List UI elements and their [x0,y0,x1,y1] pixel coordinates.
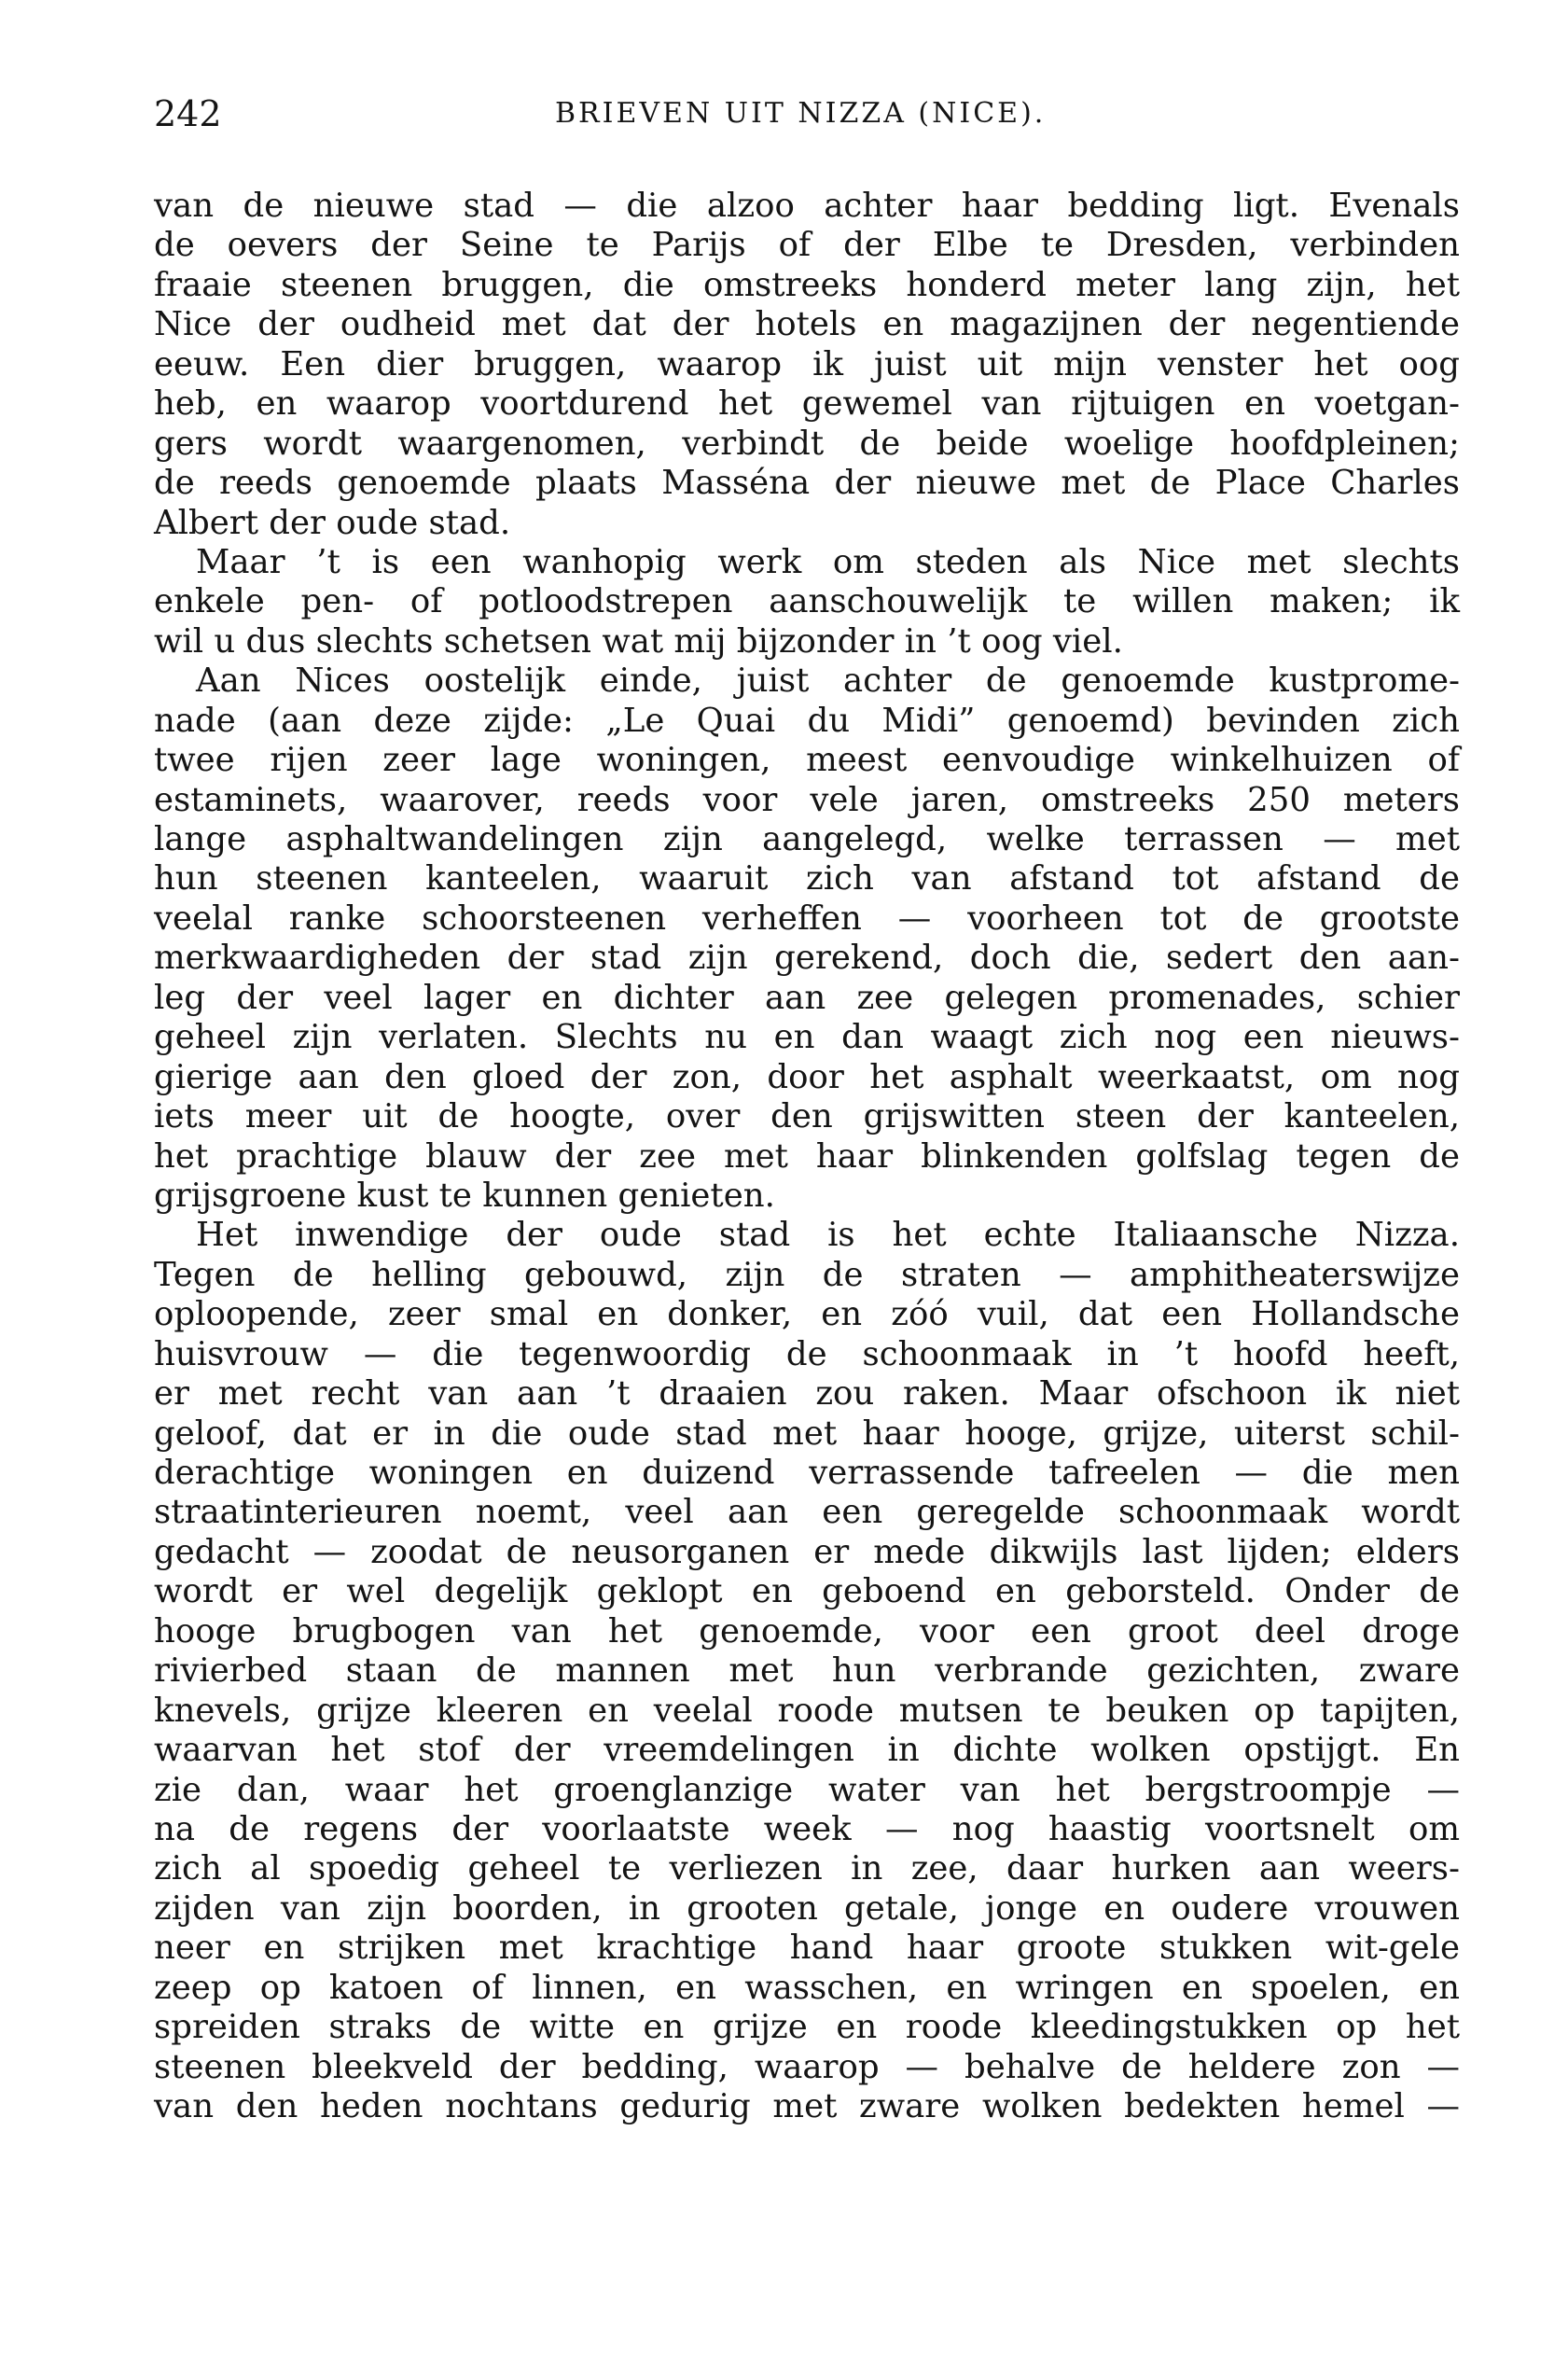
text-line: lange asphaltwandelingen zijn aangelegd, welke terrassen — met [154,820,1460,858]
text-line: nade (aan deze zijde: „Le Quai du Midi” genoemd) bevinden zich [154,701,1460,740]
text-line: zijden van zijn boorden, in grooten getale, jonge en oudere vrouwen [154,1888,1460,1928]
page-number: 242 [154,93,222,134]
text-line: Tegen de helling gebouwd, zijn de straten — amphitheaterswijze [154,1255,1460,1294]
text-line: er met recht van aan ’t draaien zou raken. Maar ofschoon ik niet [154,1374,1460,1414]
text-line: huisvrouw — die tegenwoordig de schoonmaak in ’t hoofd heeft, [154,1334,1460,1373]
text-line: Nice der oudheid met dat der hotels en magazijnen der negentiende [154,305,1460,344]
paragraph-start: Het inwendige der oude stad is het echte Italiaansche Nizza. [196,1216,1460,1255]
text-line: iets meer uit de hoogte, over den grijswitten steen der kanteelen, [154,1097,1460,1136]
paragraph-start: Aan Nices oostelijk einde, juist achter de genoemde kustprome- [196,662,1460,701]
text-line: enkele pen- of potloodstrepen aanschouwelijk te willen maken; ik [154,582,1460,621]
text-line: zie dan, waar het groenglanzige water van het bergstroompje — [154,1770,1460,1809]
text-line: Albert der oude stad. [154,503,511,542]
text-line: neer en strijken met krachtige hand haar groote stukken wit-gele [154,1929,1460,1968]
text-line: gers wordt waargenomen, verbindt de beide woelige hoofdpleinen; [154,424,1460,463]
page-header [154,86,1460,142]
text-line: grijsgroene kust te kunnen genieten. [154,1176,775,1215]
text-line: gierige aan den gloed der zon, door het asphalt weerkaatst, om nog [154,1057,1460,1096]
text-line: geheel zijn verlaten. Slechts nu en dan waagt zich nog een nieuws- [154,1018,1460,1057]
text-line: estaminets, waarover, reeds voor vele jaren, omstreeks 250 meters [154,780,1460,819]
text-line: fraaie steenen bruggen, die omstreeks honderd meter lang zijn, het [154,265,1460,304]
text-line: de reeds genoemde plaats Masséna der nieuwe met de Place Charles [154,464,1460,503]
text-line: merkwaardigheden der stad zijn gerekend, doch die, sedert den aan- [154,939,1460,978]
text-line: derachtige woningen en duizend verrassende tafreelen — die men [154,1454,1460,1492]
text-line: van de nieuwe stad — die alzoo achter haar bedding ligt. Evenals [154,187,1460,225]
text-line: hun steenen kanteelen, waaruit zich van afstand tot afstand de [154,859,1460,898]
text-line: van den heden nochtans gedurig met zware wolken bedekten hemel — [154,2087,1460,2125]
text-line: veelal ranke schoorsteenen verheffen — voorheen tot de grootste [154,898,1460,938]
paragraph-start: Maar ’t is een wanhopig werk om steden als Nice met slechts [196,542,1460,581]
text-line: twee rijen zeer lage woningen, meest eenvoudige winkelhuizen of [154,741,1460,780]
text-line: eeuw. Een dier bruggen, waarop ik juist uit mijn venster het oog [154,344,1460,383]
text-line: zeep op katoen of linnen, en wasschen, en wringen en spoelen, en [154,1968,1460,2007]
text-line: hooge brugbogen van het genoemde, voor een groot deel droge [154,1611,1460,1651]
text-line: waarvan het stof der vreemdelingen in dichte wolken opstijgt. En [154,1731,1460,1770]
body-text [154,187,1460,2126]
text-line: steenen bleekveld der bedding, waarop — behalve de heldere zon — [154,2047,1460,2086]
text-line: oploopende, zeer smal en donker, en zóó vuil, dat een Hollandsche [154,1295,1460,1334]
text-line: leg der veel lager en dichter aan zee gelegen promenades, schier [154,978,1460,1017]
text-line: zich al spoedig geheel te verliezen in zee, daar hurken aan weers- [154,1849,1460,1888]
text-line: wordt er wel degelijk geklopt en geboend en geborsteld. Onder de [154,1572,1460,1611]
text-line: knevels, grijze kleeren en veelal roode mutsen te beuken op tapijten, [154,1691,1460,1730]
text-line: na de regens der voorlaatste week — nog haastig voortsnelt om [154,1809,1460,1848]
text-line: straatinterieuren noemt, veel aan een geregelde schoonmaak wordt [154,1493,1460,1532]
text-line: de oevers der Seine te Parijs of der Elbe te Dresden, verbinden [154,226,1460,265]
running-title: BRIEVEN UIT NIZZA (NICE). [555,97,1047,130]
text-line: spreiden straks de witte en grijze en roode kleedingstukken op het [154,2008,1460,2047]
text-line: heb, en waarop voortdurend het gewemel van rijtuigen en voetgan- [154,384,1460,424]
text-line: wil u dus slechts schetsen wat mij bijzonder in ’t oog viel. [154,621,1123,661]
text-line: het prachtige blauw der zee met haar blinkenden golfslag tegen de [154,1136,1460,1176]
text-line: geloof, dat er in die oude stad met haar hooge, grijze, uiterst schil- [154,1414,1460,1453]
text-line: rivierbed staan de mannen met hun verbrande gezichten, zware [154,1651,1460,1691]
text-line: gedacht — zoodat de neusorganen er mede dikwijls last lijden; elders [154,1532,1460,1571]
